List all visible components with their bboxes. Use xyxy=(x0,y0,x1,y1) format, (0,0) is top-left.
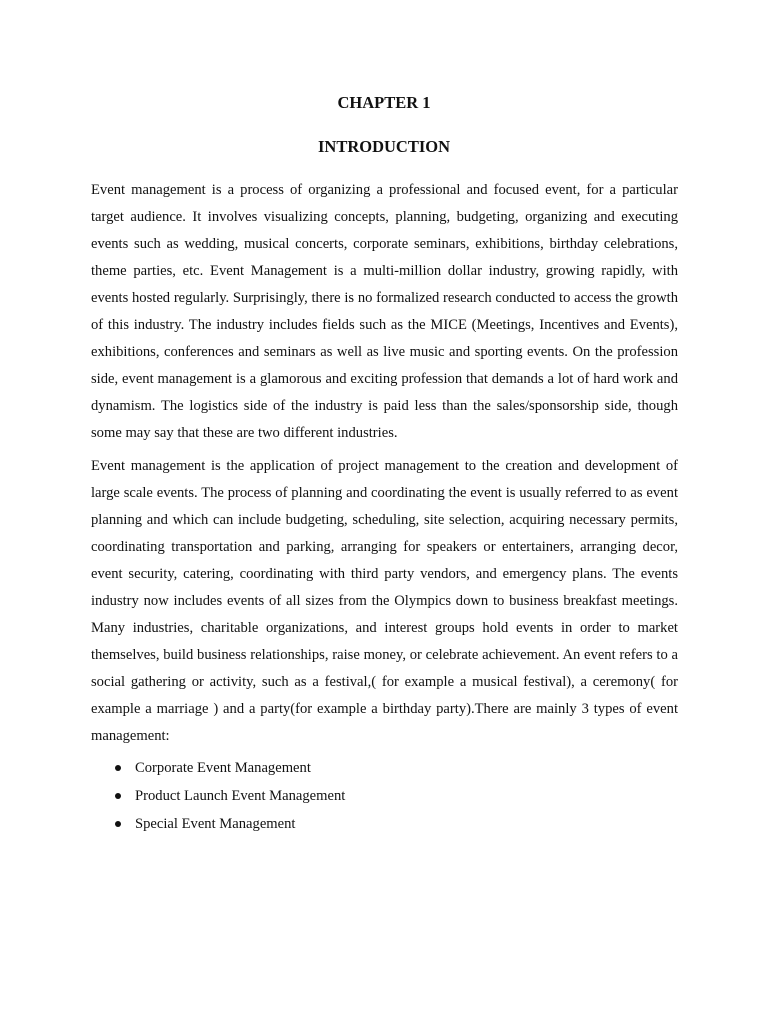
list-item-text: Product Launch Event Management xyxy=(135,788,346,804)
list-item xyxy=(91,810,678,838)
list-item xyxy=(91,754,678,782)
list-item-text: Special Event Management xyxy=(135,816,296,832)
chapter-title: INTRODUCTION xyxy=(317,137,451,156)
list-item xyxy=(91,782,678,810)
chapter-number: CHAPTER 1 xyxy=(337,93,431,112)
event-types-list xyxy=(91,754,678,838)
chapter-body xyxy=(91,177,678,838)
list-item-text: Corporate Event Management xyxy=(135,760,311,776)
bullet-icon xyxy=(115,765,121,771)
paragraph-2: Event management is the application of project management to the creation and development of large scale events. The process of planning and coordinating the event is usually referred to as event planning and which can include budgeting, scheduling, site selection, acquiring necessary permits, coordinating transportation and parking, arranging for speakers or entertainers, arranging decor, event security, catering, coordinating with third party vendors, and emergency plans. The events industry now includes events of all sizes from the Olympics down to business breakfast meetings. Many industries, charitable organizations, and interest groups hold events in order to market themselves, build business relationships, raise money, or celebrate achievement. An event refers to a social gathering or activity, such as a festival,( for example a musical festival), a ceremony( for example a marriage ) and a party(for example a birthday party).There are mainly 3 types of event management: xyxy=(91,458,678,744)
paragraph-1: Event management is a process of organizing a professional and focused event, for a particular target audience. It involves visualizing concepts, planning, budgeting, organizing and executing events such as wedding, musical concerts, corporate seminars, exhibitions, birthday celebrations, theme parties, etc. Event Management is a multi-million dollar industry, growing rapidly, with events hosted regularly. Surprisingly, there is no formalized research conducted to access the growth of this industry. The industry includes fields such as the MICE (Meetings, Incentives and Events), exhibitions, conferences and seminars as well as live music and sporting events. On the profession side, event management is a glamorous and exciting profession that demands a lot of hard work and dynamism. The logistics side of the industry is paid less than the sales/sponsorship side, though some may say that these are two different industries. xyxy=(91,182,678,441)
bullet-icon xyxy=(115,793,121,799)
bullet-icon xyxy=(115,821,121,827)
